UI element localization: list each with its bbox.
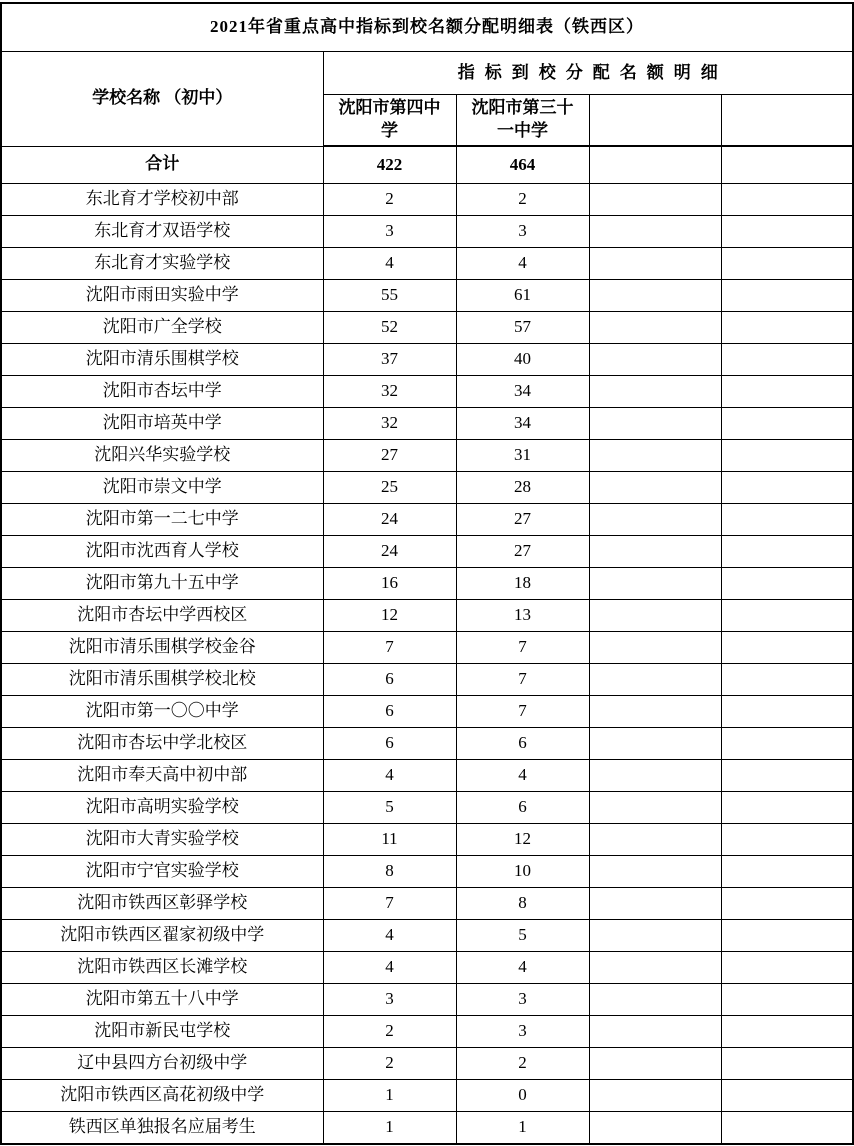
quota-value-cell bbox=[589, 952, 721, 984]
quota-value-cell: 7 bbox=[323, 632, 456, 664]
quota-value-cell: 2 bbox=[456, 184, 589, 216]
quota-value-cell: 3 bbox=[323, 216, 456, 248]
quota-value-cell bbox=[721, 920, 853, 952]
quota-value-cell: 13 bbox=[456, 600, 589, 632]
table-row bbox=[1, 568, 853, 600]
quota-value-cell: 1 bbox=[456, 1112, 589, 1145]
school-name-cell: 沈阳市铁西区长滩学校 bbox=[1, 952, 323, 984]
quota-value-cell: 27 bbox=[456, 504, 589, 536]
quota-value-cell: 24 bbox=[323, 536, 456, 568]
quota-value-cell: 464 bbox=[456, 146, 589, 184]
school-name-cell: 沈阳市第五十八中学 bbox=[1, 984, 323, 1016]
quota-value-cell: 27 bbox=[456, 536, 589, 568]
quota-value-cell bbox=[721, 408, 853, 440]
quota-value-cell bbox=[589, 440, 721, 472]
quota-value-cell bbox=[589, 536, 721, 568]
quota-value-cell: 31 bbox=[456, 440, 589, 472]
quota-value-cell: 6 bbox=[456, 792, 589, 824]
table-row bbox=[1, 824, 853, 856]
school-name-cell: 沈阳市沈西育人学校 bbox=[1, 536, 323, 568]
quota-value-cell: 3 bbox=[323, 984, 456, 1016]
school-name-cell: 沈阳市清乐围棋学校 bbox=[1, 344, 323, 376]
quota-value-cell bbox=[589, 1080, 721, 1112]
quota-value-cell bbox=[589, 184, 721, 216]
quota-value-cell: 12 bbox=[456, 824, 589, 856]
school-name-cell: 沈阳市铁西区翟家初级中学 bbox=[1, 920, 323, 952]
quota-value-cell: 34 bbox=[456, 408, 589, 440]
quota-value-cell: 16 bbox=[323, 568, 456, 600]
quota-value-cell bbox=[721, 728, 853, 760]
quota-value-cell bbox=[589, 312, 721, 344]
quota-value-cell bbox=[721, 1080, 853, 1112]
table-row bbox=[1, 632, 853, 664]
quota-value-cell bbox=[721, 248, 853, 280]
column-header-school-name: 学校名称 （初中） bbox=[1, 52, 323, 147]
quota-value-cell bbox=[721, 146, 853, 184]
quota-value-cell: 12 bbox=[323, 600, 456, 632]
header-row-group bbox=[1, 52, 853, 95]
quota-value-cell bbox=[721, 792, 853, 824]
school-name-cell: 沈阳市杏坛中学 bbox=[1, 376, 323, 408]
table-row bbox=[1, 984, 853, 1016]
quota-value-cell: 55 bbox=[323, 280, 456, 312]
quota-value-cell bbox=[589, 824, 721, 856]
school-name-cell: 沈阳市宁官实验学校 bbox=[1, 856, 323, 888]
quota-value-cell bbox=[721, 600, 853, 632]
quota-value-cell bbox=[721, 888, 853, 920]
quota-value-cell: 1 bbox=[323, 1112, 456, 1145]
school-name-cell: 东北育才双语学校 bbox=[1, 216, 323, 248]
quota-value-cell bbox=[589, 146, 721, 184]
quota-value-cell: 27 bbox=[323, 440, 456, 472]
quota-value-cell: 37 bbox=[323, 344, 456, 376]
table-row bbox=[1, 1016, 853, 1048]
quota-value-cell: 11 bbox=[323, 824, 456, 856]
quota-value-cell bbox=[721, 504, 853, 536]
quota-value-cell: 4 bbox=[323, 952, 456, 984]
quota-value-cell bbox=[721, 984, 853, 1016]
quota-value-cell: 7 bbox=[456, 632, 589, 664]
quota-value-cell: 6 bbox=[456, 728, 589, 760]
table-row bbox=[1, 600, 853, 632]
table-row bbox=[1, 760, 853, 792]
quota-value-cell bbox=[589, 984, 721, 1016]
table-row bbox=[1, 408, 853, 440]
quota-value-cell bbox=[589, 1016, 721, 1048]
quota-value-cell bbox=[589, 408, 721, 440]
quota-value-cell bbox=[721, 1048, 853, 1080]
table-row bbox=[1, 952, 853, 984]
school-name-cell: 沈阳市高明实验学校 bbox=[1, 792, 323, 824]
quota-value-cell bbox=[721, 568, 853, 600]
quota-value-cell: 4 bbox=[323, 760, 456, 792]
quota-value-cell bbox=[721, 376, 853, 408]
table-row bbox=[1, 376, 853, 408]
quota-value-cell: 40 bbox=[456, 344, 589, 376]
quota-value-cell bbox=[721, 312, 853, 344]
school-name-cell: 沈阳市第一二七中学 bbox=[1, 504, 323, 536]
table-row bbox=[1, 504, 853, 536]
school-name-cell: 东北育才学校初中部 bbox=[1, 184, 323, 216]
school-name-cell: 沈阳市清乐围棋学校北校 bbox=[1, 664, 323, 696]
quota-value-cell bbox=[589, 632, 721, 664]
school-name-cell: 沈阳市杏坛中学北校区 bbox=[1, 728, 323, 760]
school-name-cell: 沈阳市广全学校 bbox=[1, 312, 323, 344]
quota-value-cell bbox=[589, 600, 721, 632]
school-name-cell: 沈阳市第九十五中学 bbox=[1, 568, 323, 600]
quota-value-cell: 4 bbox=[323, 920, 456, 952]
quota-value-cell: 7 bbox=[456, 696, 589, 728]
quota-value-cell bbox=[721, 184, 853, 216]
column-header-high-school-4 bbox=[721, 95, 853, 147]
quota-value-cell bbox=[721, 824, 853, 856]
school-name-cell: 沈阳市雨田实验中学 bbox=[1, 280, 323, 312]
total-row bbox=[1, 146, 853, 184]
quota-value-cell bbox=[589, 472, 721, 504]
quota-value-cell: 1 bbox=[323, 1080, 456, 1112]
quota-value-cell: 7 bbox=[456, 664, 589, 696]
school-name-cell: 铁西区单独报名应届考生 bbox=[1, 1112, 323, 1145]
quota-value-cell: 3 bbox=[456, 216, 589, 248]
quota-value-cell bbox=[589, 376, 721, 408]
quota-value-cell bbox=[589, 1048, 721, 1080]
school-name-cell: 东北育才实验学校 bbox=[1, 248, 323, 280]
quota-value-cell: 5 bbox=[456, 920, 589, 952]
quota-value-cell bbox=[589, 344, 721, 376]
table-row bbox=[1, 1112, 853, 1145]
table-row bbox=[1, 728, 853, 760]
quota-value-cell: 422 bbox=[323, 146, 456, 184]
table-row bbox=[1, 344, 853, 376]
quota-value-cell bbox=[721, 760, 853, 792]
quota-value-cell: 24 bbox=[323, 504, 456, 536]
quota-allocation-table bbox=[0, 2, 854, 1145]
school-name-cell: 沈阳市清乐围棋学校金谷 bbox=[1, 632, 323, 664]
quota-value-cell bbox=[721, 344, 853, 376]
page-title: 2021年省重点高中指标到校名额分配明细表（铁西区） bbox=[1, 3, 853, 52]
table-row bbox=[1, 1080, 853, 1112]
quota-value-cell: 6 bbox=[323, 664, 456, 696]
quota-value-cell: 0 bbox=[456, 1080, 589, 1112]
quota-value-cell: 3 bbox=[456, 984, 589, 1016]
quota-value-cell bbox=[589, 248, 721, 280]
school-name-cell: 沈阳市铁西区高花初级中学 bbox=[1, 1080, 323, 1112]
quota-value-cell: 57 bbox=[456, 312, 589, 344]
table-row bbox=[1, 1048, 853, 1080]
quota-value-cell bbox=[589, 1112, 721, 1145]
quota-value-cell: 6 bbox=[323, 728, 456, 760]
quota-value-cell: 7 bbox=[323, 888, 456, 920]
quota-value-cell bbox=[589, 792, 721, 824]
quota-value-cell: 2 bbox=[323, 1048, 456, 1080]
quota-value-cell bbox=[721, 472, 853, 504]
quota-value-cell: 5 bbox=[323, 792, 456, 824]
quota-value-cell bbox=[721, 1016, 853, 1048]
column-group-header-quota-detail: 指标到校分配名额明细 bbox=[323, 52, 853, 95]
column-header-high-school-1: 沈阳市第四中学 bbox=[323, 95, 456, 147]
school-name-cell: 沈阳市杏坛中学西校区 bbox=[1, 600, 323, 632]
quota-value-cell bbox=[589, 888, 721, 920]
quota-value-cell bbox=[721, 632, 853, 664]
quota-value-cell bbox=[721, 440, 853, 472]
quota-value-cell: 34 bbox=[456, 376, 589, 408]
school-name-cell: 沈阳市第一〇〇中学 bbox=[1, 696, 323, 728]
quota-value-cell: 4 bbox=[456, 248, 589, 280]
quota-value-cell: 25 bbox=[323, 472, 456, 504]
quota-value-cell: 52 bbox=[323, 312, 456, 344]
quota-value-cell bbox=[589, 280, 721, 312]
quota-value-cell: 2 bbox=[323, 184, 456, 216]
table-row bbox=[1, 792, 853, 824]
table-row bbox=[1, 856, 853, 888]
title-row bbox=[1, 3, 853, 52]
quota-value-cell: 4 bbox=[323, 248, 456, 280]
school-name-cell: 沈阳兴华实验学校 bbox=[1, 440, 323, 472]
table-row bbox=[1, 696, 853, 728]
quota-value-cell: 3 bbox=[456, 1016, 589, 1048]
school-name-cell: 沈阳市崇文中学 bbox=[1, 472, 323, 504]
quota-value-cell: 4 bbox=[456, 952, 589, 984]
quota-value-cell bbox=[589, 664, 721, 696]
quota-value-cell bbox=[721, 536, 853, 568]
quota-value-cell bbox=[589, 504, 721, 536]
quota-value-cell bbox=[589, 856, 721, 888]
table-row bbox=[1, 472, 853, 504]
table-row bbox=[1, 888, 853, 920]
quota-value-cell: 18 bbox=[456, 568, 589, 600]
school-name-cell: 合计 bbox=[1, 146, 323, 184]
school-name-cell: 沈阳市大青实验学校 bbox=[1, 824, 323, 856]
school-name-cell: 沈阳市新民屯学校 bbox=[1, 1016, 323, 1048]
quota-value-cell bbox=[589, 760, 721, 792]
quota-value-cell: 10 bbox=[456, 856, 589, 888]
quota-value-cell: 6 bbox=[323, 696, 456, 728]
quota-value-cell bbox=[721, 952, 853, 984]
table-row bbox=[1, 920, 853, 952]
table-row bbox=[1, 536, 853, 568]
quota-value-cell: 2 bbox=[323, 1016, 456, 1048]
school-name-cell: 沈阳市奉天高中初中部 bbox=[1, 760, 323, 792]
quota-value-cell bbox=[589, 920, 721, 952]
table-row bbox=[1, 248, 853, 280]
table-row bbox=[1, 280, 853, 312]
quota-value-cell bbox=[589, 696, 721, 728]
school-name-cell: 辽中县四方台初级中学 bbox=[1, 1048, 323, 1080]
quota-value-cell: 32 bbox=[323, 408, 456, 440]
column-header-high-school-3 bbox=[589, 95, 721, 147]
quota-value-cell bbox=[721, 696, 853, 728]
quota-value-cell: 2 bbox=[456, 1048, 589, 1080]
quota-value-cell bbox=[721, 856, 853, 888]
school-name-cell: 沈阳市铁西区彰驿学校 bbox=[1, 888, 323, 920]
quota-value-cell bbox=[589, 216, 721, 248]
quota-value-cell bbox=[589, 568, 721, 600]
quota-value-cell bbox=[721, 664, 853, 696]
column-header-high-school-2: 沈阳市第三十一中学 bbox=[456, 95, 589, 147]
quota-value-cell: 32 bbox=[323, 376, 456, 408]
quota-value-cell: 28 bbox=[456, 472, 589, 504]
quota-value-cell bbox=[721, 216, 853, 248]
table-row bbox=[1, 216, 853, 248]
quota-value-cell: 8 bbox=[456, 888, 589, 920]
table-row bbox=[1, 312, 853, 344]
table-row bbox=[1, 184, 853, 216]
table-row bbox=[1, 664, 853, 696]
school-name-cell: 沈阳市培英中学 bbox=[1, 408, 323, 440]
quota-value-cell bbox=[721, 1112, 853, 1145]
quota-value-cell: 61 bbox=[456, 280, 589, 312]
quota-value-cell bbox=[721, 280, 853, 312]
quota-value-cell: 4 bbox=[456, 760, 589, 792]
table-row bbox=[1, 440, 853, 472]
quota-value-cell bbox=[589, 728, 721, 760]
quota-value-cell: 8 bbox=[323, 856, 456, 888]
